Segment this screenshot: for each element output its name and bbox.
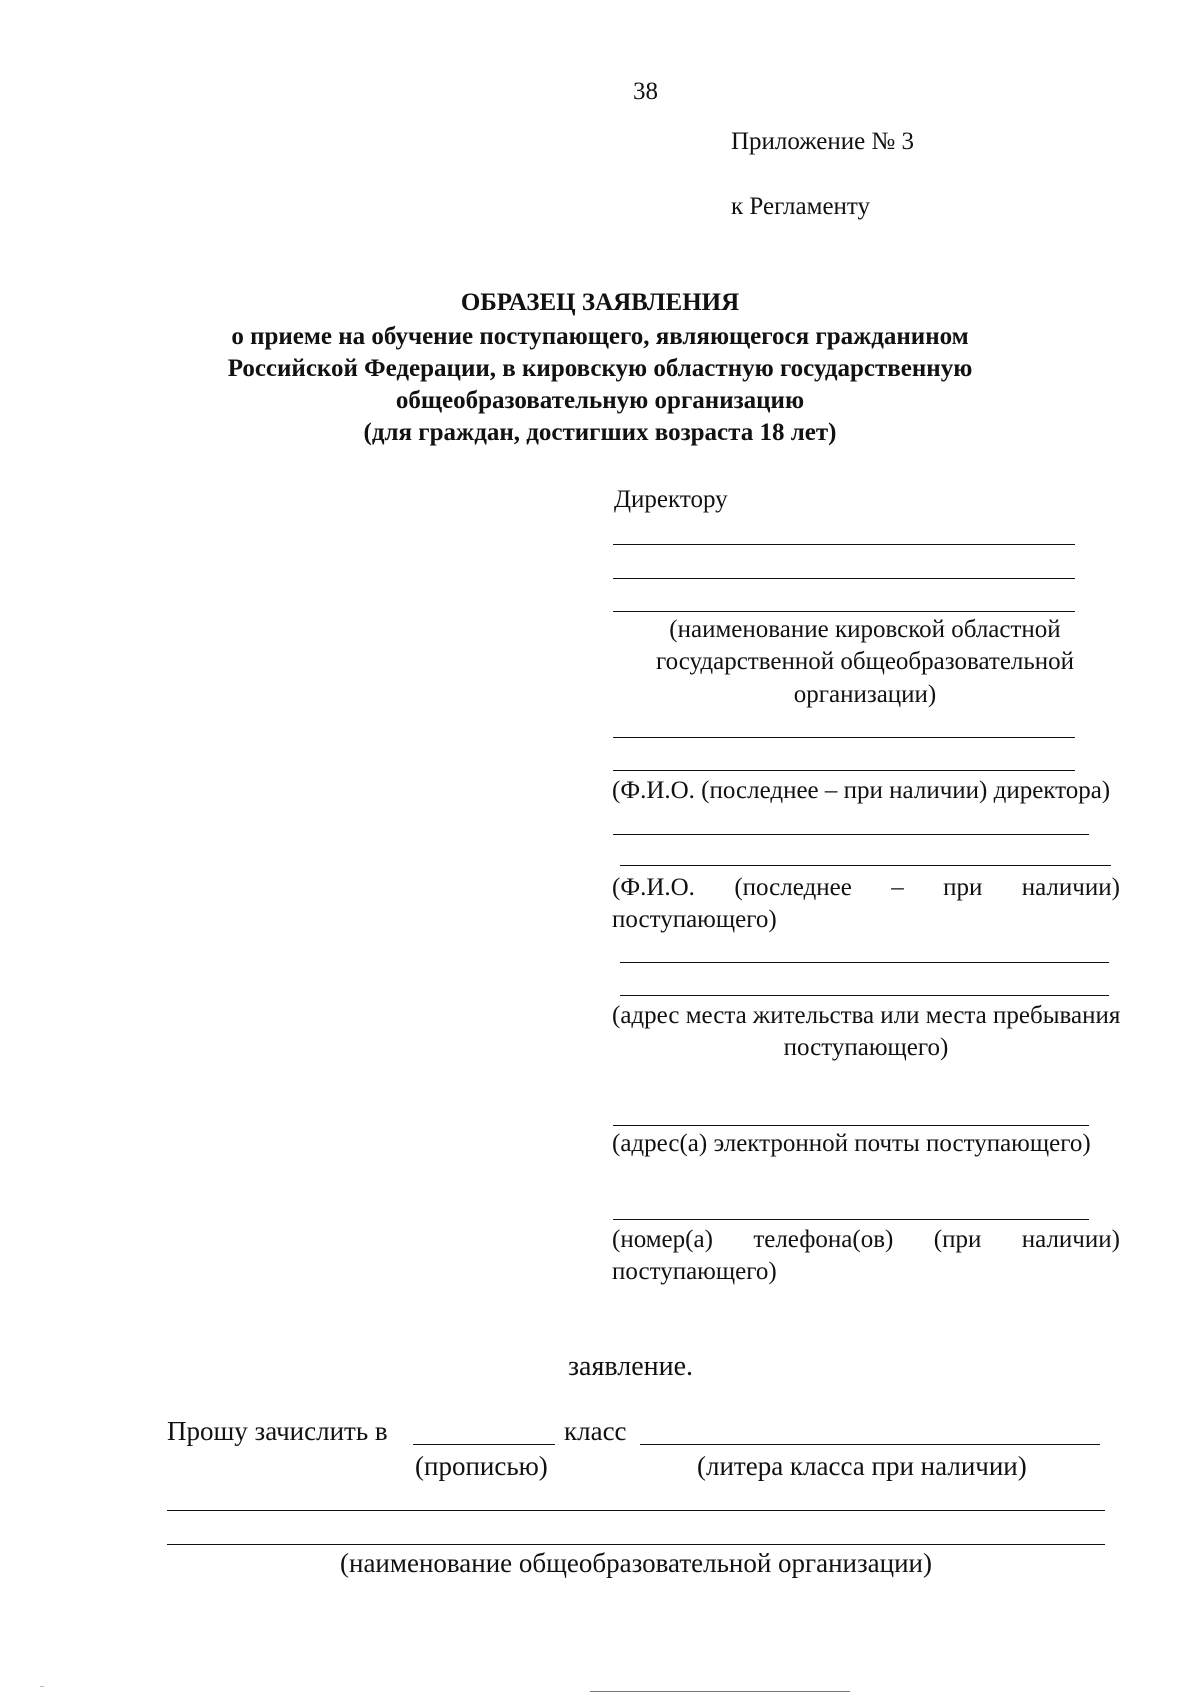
form-subtitle-line1: о приеме на обучение поступающего, являющегося гражданином (231, 323, 969, 350)
applicant-caption-word: – (891, 874, 904, 901)
org-name-caption-line2: государственной общеобразовательной (655, 648, 1075, 675)
class-letter-caption: (литера класса при наличии) (697, 1451, 1027, 1481)
org-name-field-line-1[interactable] (613, 544, 1075, 545)
applicant-caption-word: при (943, 874, 983, 901)
applicant-name-field-line-1[interactable] (613, 834, 1089, 835)
school-name-caption: (наименование общеобразовательной организации) (340, 1548, 932, 1578)
address-field-line-1[interactable] (620, 962, 1109, 963)
address-caption-line2: поступающего) (783, 1034, 949, 1061)
applicant-name-field-line-2[interactable] (620, 865, 1111, 866)
applicant-caption-word: наличии) (1021, 874, 1120, 901)
form-subtitle-line4: (для граждан, достигших возраста 18 лет) (363, 419, 837, 446)
address-caption-line1: (адрес места жительства или места пребывания (612, 1002, 1121, 1029)
school-name-field-line-2[interactable] (167, 1544, 1105, 1545)
applicant-name-caption-line1 (612, 873, 1120, 903)
org-name-caption-line1: (наименование кировской областной (669, 616, 1061, 643)
class-number-field[interactable] (413, 1444, 555, 1445)
appendix-reference: к Регламенту (731, 193, 871, 220)
scan-edge-mark (40, 1686, 44, 1687)
class-word: класс (564, 1416, 627, 1446)
director-name-field-line-2[interactable] (613, 770, 1075, 771)
phone-caption-word: телефона(ов) (753, 1226, 894, 1253)
form-subtitle-line2: Российской Федерации, в кировскую областную государственную (227, 355, 973, 382)
director-name-field-line-1[interactable] (613, 737, 1075, 738)
phone-field-line[interactable] (613, 1219, 1089, 1220)
phone-caption-word: наличии) (1021, 1226, 1120, 1253)
appendix-number: Приложение № 3 (731, 128, 915, 155)
addressee-label: Директору (614, 486, 728, 513)
request-prefix: Прошу зачислить в (167, 1416, 388, 1446)
applicant-caption-word: (последнее (734, 874, 852, 901)
org-name-field-line-3[interactable] (613, 611, 1075, 612)
school-name-field-line-1[interactable] (167, 1510, 1105, 1511)
address-field-line-2[interactable] (620, 995, 1109, 996)
class-letter-field[interactable] (640, 1444, 1100, 1445)
email-caption: (адрес(а) электронной почты поступающего) (612, 1130, 1091, 1157)
email-field-line[interactable] (613, 1125, 1089, 1126)
phone-caption-word: (номер(а) (612, 1226, 713, 1253)
applicant-name-caption-line2: поступающего) (612, 906, 777, 933)
statement-word: заявление. (568, 1351, 694, 1382)
director-name-caption: (Ф.И.О. (последнее – при наличии) директора) (612, 777, 1111, 804)
org-name-caption-line3: организации) (793, 681, 937, 708)
applicant-caption-word: (Ф.И.О. (612, 874, 695, 901)
page-number: 38 (633, 78, 658, 105)
phone-caption-word: (при (933, 1226, 982, 1253)
form-subtitle-line3: общеобразовательную организацию (395, 387, 805, 414)
org-name-field-line-2[interactable] (613, 578, 1075, 579)
form-title: ОБРАЗЕЦ ЗАЯВЛЕНИЯ (460, 289, 740, 316)
class-number-caption: (прописью) (415, 1451, 548, 1481)
phone-caption-line2: поступающего) (612, 1258, 777, 1285)
phone-caption-line1 (612, 1225, 1120, 1255)
